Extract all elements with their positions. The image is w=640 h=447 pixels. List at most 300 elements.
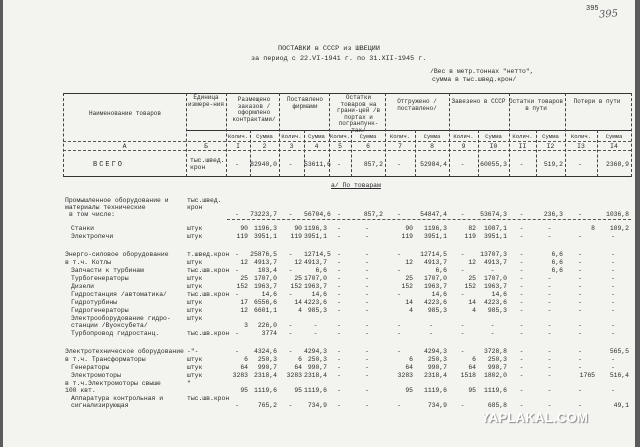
table-cell: 4913,7 — [304, 259, 328, 266]
table-cell: 985,3 — [487, 307, 507, 314]
table-cell: 1119,6 — [423, 387, 447, 394]
table-cell: 765,2 — [257, 402, 277, 409]
table-cell: - — [365, 283, 369, 290]
table-cell: - — [578, 267, 582, 274]
table-cell: 857,2 — [363, 161, 383, 168]
subheader-quantity: Колич. — [389, 133, 411, 140]
table-cell: - — [519, 283, 524, 290]
table-cell: 12714,5 — [304, 251, 331, 258]
table-cell: - — [365, 402, 369, 409]
row-unit: тыс.шв.крон — [187, 291, 230, 298]
table-cell: - — [578, 211, 582, 218]
table-cell: 6556,6 — [253, 299, 277, 306]
table-cell: - — [365, 372, 369, 379]
table-cell: - — [460, 322, 465, 329]
row-label: Аппаратура контрольная и — [71, 395, 164, 402]
column-number: I — [236, 143, 240, 150]
table-cell: 6,6 — [551, 251, 563, 258]
table-cell: - — [288, 348, 293, 355]
row-label: Гидростанция /автоматика/ — [71, 291, 167, 298]
table-cell: - — [337, 330, 341, 337]
subheader-quantity: Колич. — [281, 133, 302, 140]
column-number: I4 — [610, 143, 618, 150]
table-header-bottom-rule — [63, 150, 631, 151]
table-cell: 14,6 — [431, 291, 447, 298]
row-label: Запчасти к турбинам — [71, 267, 144, 274]
table-cell: - — [337, 402, 341, 409]
row-unit: тыс.шв.крон — [187, 267, 230, 274]
table-cell: 95 — [468, 387, 476, 394]
row-label: в т.ч. Котлы — [65, 259, 112, 266]
table-cell: - — [519, 356, 524, 363]
table-cell: - — [337, 275, 341, 282]
table-cell: - — [288, 251, 293, 258]
table-cell: - — [460, 402, 465, 409]
table-cell: - — [365, 356, 369, 363]
table-cell: 14,6 — [311, 291, 327, 298]
table-cell: 152 — [464, 283, 476, 290]
row-label: сигнализирующая — [71, 402, 129, 409]
table-cell: - — [519, 387, 524, 394]
table-cell: 119 — [401, 233, 413, 240]
table-cell: 14,6 — [261, 291, 277, 298]
document-title: ПОСТАВКИ в СССР из ШВЕЦИИ — [278, 45, 380, 53]
subheader-sum: Сумма — [542, 133, 559, 140]
column-number: 2 — [262, 143, 267, 150]
row-label: Электрооборудование гидро- — [71, 315, 171, 322]
table-cell: 1765 — [579, 372, 595, 379]
row-label: Электропечи — [71, 233, 114, 240]
table-cell: - — [288, 402, 293, 409]
table-cell: 14 — [294, 299, 302, 306]
table-cell: 119 — [290, 233, 302, 240]
table-cell: - — [337, 267, 341, 274]
table-cell: 4294,3 — [423, 348, 447, 355]
table-cell: - — [397, 251, 401, 258]
table-cell: 3283 — [286, 372, 302, 379]
table-cell: 17 — [240, 299, 248, 306]
table-cell: 3728,8 — [483, 348, 507, 355]
table-cell: - — [365, 299, 369, 306]
table-cell: - — [235, 161, 239, 168]
table-cell: - — [519, 275, 524, 282]
table-cell: 25876,5 — [250, 251, 277, 258]
table-cell: 6 — [244, 356, 248, 363]
table-cell: 4 — [472, 307, 476, 314]
table-cell: - — [547, 402, 552, 409]
table-cell: - — [337, 356, 341, 363]
table-cell: - — [578, 291, 582, 298]
table-cell: 6 — [298, 356, 302, 363]
table-cell: - — [578, 402, 582, 409]
row-unit: т.швед.крон — [187, 251, 230, 258]
table-cell: - — [397, 330, 401, 337]
table-cell: - — [578, 251, 582, 258]
table-cell: - — [460, 161, 465, 168]
table-cell: - — [611, 387, 615, 394]
table-cell: 1119,6 — [253, 387, 277, 394]
table-cell: 14 — [468, 299, 476, 306]
row-unit: штук — [187, 299, 203, 306]
table-cell: 1087,1 — [483, 225, 507, 232]
header-in-transit: Остатки товаров в пути — [508, 98, 563, 112]
handwritten-page-number: 395 — [598, 8, 619, 21]
document-page — [3, 0, 635, 447]
table-cell: - — [460, 348, 465, 355]
column-number: I3 — [577, 143, 585, 150]
table-cell: - — [611, 322, 615, 329]
table-cell: 1196,3 — [423, 225, 447, 232]
table-cell: 990,7 — [307, 364, 327, 371]
table-cell: 25 — [405, 275, 413, 282]
table-cell: - — [365, 251, 369, 258]
table-cell: - — [519, 291, 524, 298]
table-cell: 12 — [240, 259, 248, 266]
table-cell: 1196,3 — [253, 225, 277, 232]
table-cell: - — [397, 211, 401, 218]
table-cell: - — [578, 356, 582, 363]
table-cell: - — [519, 402, 524, 409]
subheader-quantity: Колич. — [227, 133, 249, 140]
table-cell: - — [547, 299, 552, 306]
table-cell: - — [611, 356, 615, 363]
total-label: ВСЕГО — [93, 161, 125, 169]
table-cell: 250,3 — [487, 356, 507, 363]
table-cell: 990,7 — [487, 364, 507, 371]
table-cell: 1707,0 — [253, 275, 277, 282]
column-number: I0 — [489, 143, 498, 150]
row-unit: штук — [187, 307, 203, 314]
table-cell: - — [519, 322, 524, 329]
table-cell: 90 — [294, 225, 302, 232]
row-unit: штук — [187, 259, 203, 266]
table-cell: - — [578, 348, 582, 355]
table-cell: 3774 — [261, 330, 277, 337]
subheader-quantity: Колич. — [570, 133, 592, 140]
row-label: Гидрогенераторы — [71, 307, 129, 314]
table-cell: 4294,3 — [304, 348, 328, 355]
table-cell: 119 — [236, 233, 248, 240]
table-cell: - — [547, 275, 552, 282]
header-delivered-by-firms: Поставлено фирмами — [286, 96, 323, 110]
row-label: Энерго-силовое оборудование — [65, 251, 169, 258]
table-cell: 12714,5 — [420, 251, 447, 258]
row-unit: штук — [187, 275, 203, 282]
row-label: в т.ч. Трансформаторы — [65, 356, 146, 363]
table-cell: - — [337, 291, 341, 298]
table-cell: - — [490, 330, 495, 337]
row-label: материалы технические — [65, 204, 146, 211]
table-cell: 73223,7 — [250, 211, 277, 218]
table-cell: 3951,1 — [483, 233, 507, 240]
table-cell: - — [337, 259, 341, 266]
row-unit: крон — [187, 204, 203, 211]
subheader-sum: Сумма — [485, 133, 502, 140]
table-cell: - — [235, 402, 239, 409]
table-cell: - — [519, 372, 524, 379]
table-cell: 103,4 — [257, 267, 277, 274]
table-cell: 4223,6 — [483, 299, 507, 306]
table-cell: 25 — [240, 275, 248, 282]
row-underline — [227, 219, 631, 220]
table-cell: 6 — [409, 356, 413, 363]
table-cell: - — [365, 348, 369, 355]
table-cell: 13707,3 — [480, 251, 507, 258]
table-cell: - — [578, 299, 582, 306]
table-cell: - — [288, 291, 293, 298]
table-cell: 6 — [472, 356, 476, 363]
row-label: Дизели — [71, 283, 95, 290]
table-cell: - — [547, 307, 552, 314]
column-number: 8 — [430, 143, 434, 150]
table-cell: - — [611, 364, 615, 371]
table-cell: - — [337, 233, 341, 240]
units-note-line2: сумма в тыс.швед.крон/ — [432, 76, 517, 83]
subheader-sum: Сумма — [423, 133, 441, 140]
subheader-sum: Сумма — [308, 133, 325, 140]
row-unit: штук — [187, 225, 203, 232]
column-number: 7 — [398, 143, 402, 150]
table-cell: - — [460, 291, 465, 298]
table-cell: 4223,6 — [304, 299, 328, 306]
table-cell: - — [611, 267, 615, 274]
header-imported-ussr: Завезено в СССР — [451, 98, 506, 105]
row-label: Гидротурбины — [71, 299, 118, 306]
table-cell: 12 — [468, 259, 476, 266]
table-cell: 3283 — [232, 372, 248, 379]
subheader-sum: Сумма — [605, 133, 623, 140]
table-cell: 516,4 — [609, 372, 629, 379]
table-cell: - — [578, 233, 582, 240]
table-cell: 250,3 — [307, 356, 327, 363]
table-cell: 1963,7 — [483, 283, 507, 290]
table-cell: 1963,7 — [253, 283, 277, 290]
table-cell: - — [460, 211, 465, 218]
document-period: за период с 22.VI-1941 г. по 31.XII-1945 г. — [251, 55, 427, 63]
table-cell: - — [578, 387, 582, 394]
table-cell: 60055,3 — [480, 161, 507, 168]
table-cell: - — [235, 251, 239, 258]
table-cell: - — [611, 233, 615, 240]
column-divider — [186, 93, 187, 177]
column-number: II — [518, 143, 527, 150]
table-cell: - — [547, 322, 552, 329]
table-cell: - — [547, 233, 552, 240]
column-number: А — [122, 143, 127, 150]
column-divider — [63, 93, 64, 177]
total-underline — [63, 176, 631, 177]
table-cell: - — [288, 161, 293, 168]
table-cell: - — [490, 322, 495, 329]
table-cell: - — [519, 307, 524, 314]
table-cell: - — [519, 225, 524, 232]
total-unit-2: крон — [190, 164, 206, 171]
table-cell: - — [288, 211, 293, 218]
table-cell: 109,2 — [609, 225, 629, 232]
table-cell: 6,6 — [551, 267, 563, 274]
table-cell: 82 — [468, 225, 476, 232]
table-cell: 14 — [405, 299, 413, 306]
row-unit: тыс.шв.крон — [187, 395, 230, 402]
table-cell: - — [547, 387, 552, 394]
header-remaining-abroad: Остатки товаров на грани-цей /в портах и погранпунк-тах/ — [336, 94, 381, 134]
table-cell: - — [365, 330, 369, 337]
row-unit: штук — [187, 315, 203, 322]
header-orders-placed: Размещено заказов /оформлено контрактами/ — [232, 96, 276, 123]
table-cell: - — [578, 307, 582, 314]
table-cell: - — [337, 372, 341, 379]
table-cell: 53674,3 — [480, 211, 507, 218]
table-cell: - — [337, 322, 341, 329]
header-unit: Единица измере-ния — [188, 94, 225, 108]
table-cell: 82940,0 — [250, 161, 277, 168]
column-number: 3 — [289, 143, 294, 150]
table-cell: - — [519, 161, 524, 168]
table-cell: - — [429, 322, 433, 329]
table-cell: - — [365, 307, 369, 314]
table-cell: - — [547, 364, 552, 371]
table-cell: - — [578, 322, 582, 329]
subheader-sum: Сумма — [256, 133, 273, 140]
table-cell: - — [460, 330, 465, 337]
row-unit: тыс.швед. — [187, 197, 222, 204]
table-cell: 1036,8 — [605, 211, 629, 218]
table-cell: 152 — [401, 283, 413, 290]
table-cell: - — [519, 259, 524, 266]
table-cell: 226,0 — [257, 322, 277, 329]
table-cell: - — [547, 356, 552, 363]
table-cell: 857,2 — [363, 211, 383, 218]
table-cell: - — [337, 387, 341, 394]
table-cell: 519,2 — [543, 161, 563, 168]
row-unit: -"- — [187, 348, 199, 355]
table-cell: - — [337, 348, 341, 355]
table-cell: 990,7 — [427, 364, 447, 371]
table-cell: - — [547, 372, 552, 379]
table-cell: 3 — [244, 322, 248, 329]
row-unit: " — [187, 380, 191, 387]
table-cell: 3283 — [397, 372, 413, 379]
table-cell: - — [337, 364, 341, 371]
section-title: а/ По товарам — [331, 182, 381, 189]
table-cell: 52984,4 — [420, 161, 447, 168]
row-unit: штук — [187, 233, 203, 240]
subheader-quantity: Колич. — [330, 133, 351, 140]
table-cell: 3951,1 — [423, 233, 447, 240]
table-cell: 985,3 — [427, 307, 447, 314]
table-cell: 1119,6 — [304, 387, 328, 394]
table-cell: - — [365, 259, 369, 266]
table-cell: 990,7 — [257, 364, 277, 371]
table-cell: 90 — [405, 225, 413, 232]
table-cell: 4 — [298, 307, 302, 314]
table-cell: - — [547, 291, 552, 298]
table-cell: - — [519, 348, 524, 355]
row-label: станции /Вуоксубета/ — [71, 322, 148, 329]
table-cell: 152 — [290, 283, 302, 290]
row-label: Станки — [71, 225, 95, 232]
subheader-quantity: Колич. — [453, 133, 474, 140]
header-item-name: Наименование товаров — [88, 110, 161, 117]
row-unit: штук — [187, 356, 203, 363]
table-cell: 250,3 — [427, 356, 447, 363]
table-cell: - — [429, 330, 433, 337]
row-label: 100 квт. — [65, 387, 96, 394]
table-cell: 56704,6 — [304, 211, 331, 218]
table-cell: - — [365, 225, 369, 232]
table-cell: - — [337, 225, 341, 232]
table-cell: - — [288, 322, 293, 329]
table-cell: 250,3 — [257, 356, 277, 363]
page-number: 395 — [586, 5, 599, 13]
row-unit: штук — [187, 283, 203, 290]
table-cell: - — [397, 322, 401, 329]
table-cell: - — [460, 267, 465, 274]
watermark: YAPLAKAL.COM — [481, 410, 589, 425]
table-cell: 64 — [405, 364, 413, 371]
table-cell: 6,6 — [551, 259, 563, 266]
table-cell: 3951,1 — [253, 233, 277, 240]
table-cell: 565,5 — [609, 348, 629, 355]
table-cell: 6601,1 — [253, 307, 277, 314]
table-cell: - — [611, 307, 615, 314]
column-number: 4 — [314, 143, 319, 150]
table-cell: 25 — [294, 275, 302, 282]
column-number: 9 — [461, 143, 466, 150]
table-cell: 4913,7 — [483, 259, 507, 266]
table-cell: 2318,4 — [253, 372, 277, 379]
table-cell: 1963,7 — [304, 283, 328, 290]
units-note-line1: /Вес в метр.тоннах "нетто", — [430, 68, 534, 75]
row-label: в т.ч.Электромоторы свыше — [65, 380, 161, 387]
table-cell: - — [519, 211, 524, 218]
table-cell: - — [337, 283, 341, 290]
table-cell: - — [235, 211, 239, 218]
table-cell: - — [578, 364, 582, 371]
table-cell: 64 — [468, 364, 476, 371]
table-cell: - — [313, 330, 318, 337]
row-unit: штук — [187, 364, 203, 371]
table-cell: 2318,4 — [304, 372, 328, 379]
table-cell: 12 — [240, 307, 248, 314]
row-label: Турбогенераторы — [71, 275, 129, 282]
table-cell: 54847,4 — [420, 211, 447, 218]
table-cell: 95 — [405, 387, 413, 394]
table-cell: - — [235, 330, 239, 337]
table-cell: - — [365, 291, 369, 298]
table-cell: 1963,7 — [423, 283, 447, 290]
table-cell: 49,1 — [613, 402, 629, 409]
table-cell: - — [578, 283, 582, 290]
table-cell: 64 — [240, 364, 248, 371]
table-cell: - — [365, 275, 369, 282]
table-cell: - — [611, 251, 615, 258]
table-cell: - — [235, 267, 239, 274]
row-label: Электротехническое оборудование — [65, 348, 184, 355]
table-cell: - — [578, 259, 582, 266]
table-cell: - — [490, 267, 495, 274]
table-cell: 1707,0 — [423, 275, 447, 282]
table-cell: 1802,0 — [483, 372, 507, 379]
table-cell: 985,3 — [307, 307, 327, 314]
table-cell: - — [397, 348, 401, 355]
table-cell: - — [611, 275, 615, 282]
table-cell: - — [235, 291, 239, 298]
table-cell: - — [519, 233, 524, 240]
column-number: 6 — [366, 143, 370, 150]
table-cell: - — [611, 330, 615, 337]
table-cell: 6,6 — [315, 267, 327, 274]
